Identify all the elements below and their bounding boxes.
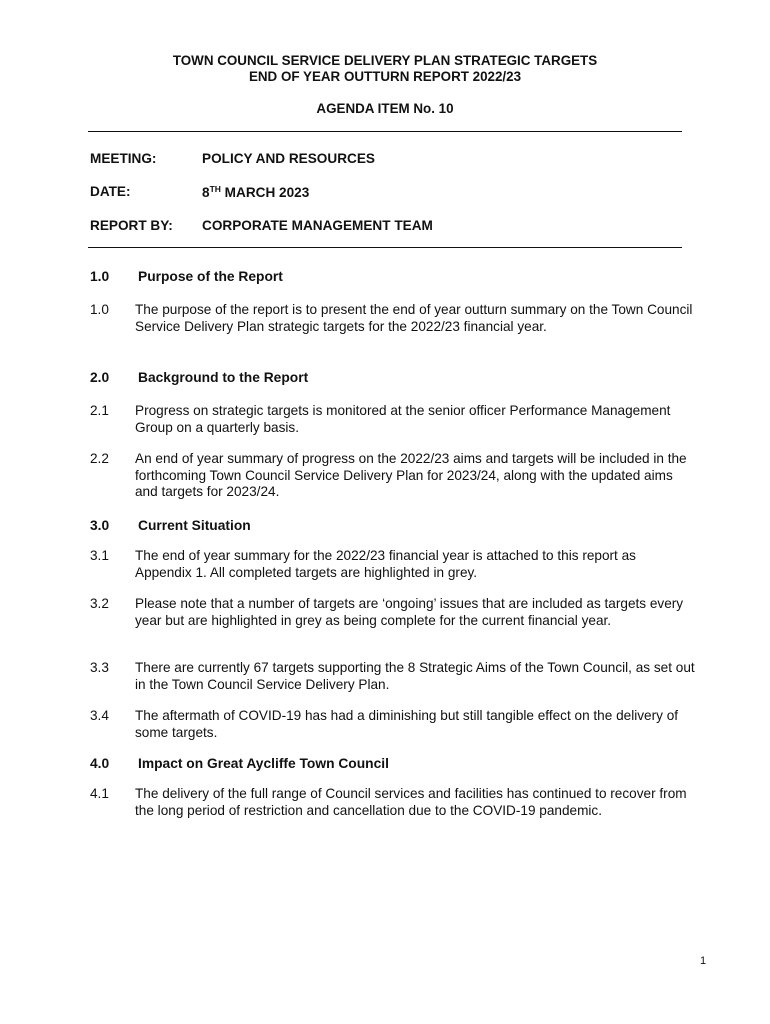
paragraph-3-3 <box>90 660 695 693</box>
paragraph-number: 3.3 <box>90 660 109 675</box>
section-number: 2.0 <box>90 370 110 385</box>
bottom-divider <box>88 247 682 248</box>
paragraph-text: Please note that a number of targets are ‘ongoing’ issues that are included as targets every year but are highlighted in grey as being complete for the current financial year. <box>135 596 684 628</box>
paragraph-2-1 <box>90 403 690 436</box>
agenda-item: AGENDA ITEM No. 10 <box>316 101 454 116</box>
paragraph-3-2 <box>90 596 690 629</box>
section-title: Purpose of the Report <box>138 269 283 284</box>
page-number: 1 <box>700 955 707 967</box>
paragraph-text: The aftermath of COVID-19 has had a diminishing but still tangible effect on the delivery of some targets. <box>135 708 679 740</box>
paragraph-number: 3.2 <box>90 596 109 611</box>
report-title-line-2: END OF YEAR OUTTURN REPORT 2022/23 <box>248 69 522 84</box>
paragraph-3-4 <box>90 708 690 741</box>
date-ordinal: TH <box>209 184 221 194</box>
paragraph-number: 2.1 <box>90 403 109 418</box>
report-title-line-1: TOWN COUNCIL SERVICE DELIVERY PLAN STRATEGIC TARGETS <box>172 53 598 68</box>
meeting-label: MEETING: <box>90 151 157 166</box>
paragraph-text: The end of year summary for the 2022/23 financial year is attached to this report as Appendix 1. All completed targets are highlighted in grey. <box>135 548 636 580</box>
date-label: DATE: <box>90 184 131 199</box>
top-divider <box>88 131 682 132</box>
paragraph-number: 3.1 <box>90 548 109 563</box>
report-by-value: CORPORATE MANAGEMENT TEAM <box>202 218 433 233</box>
date-day: 8 <box>202 185 210 200</box>
section-title: Current Situation <box>138 518 251 533</box>
date-value <box>202 184 309 200</box>
section-number: 1.0 <box>90 269 110 284</box>
section-number: 3.0 <box>90 518 110 533</box>
paragraph-4-1 <box>90 786 690 819</box>
paragraph-number: 1.0 <box>90 302 109 317</box>
paragraph-text: The purpose of the report is to present the end of year outturn summary on the Town Council Service Delivery Plan strategic targets for the 2022/23 financial year. <box>135 302 693 334</box>
paragraph-text: The delivery of the full range of Council services and facilities has continued to recover from the long period of restriction and cancellation due to the COVID-19 pandemic. <box>135 786 687 818</box>
paragraph-number: 2.2 <box>90 451 109 466</box>
meeting-value: POLICY AND RESOURCES <box>202 151 375 166</box>
paragraph-1-0 <box>90 302 693 335</box>
paragraph-2-2 <box>90 451 690 501</box>
paragraph-number: 4.1 <box>90 786 109 801</box>
section-title: Impact on Great Aycliffe Town Council <box>138 756 389 771</box>
date-month-year: MARCH 2023 <box>220 185 310 200</box>
paragraph-number: 3.4 <box>90 708 109 723</box>
paragraph-text: There are currently 67 targets supporting the 8 Strategic Aims of the Town Council, as set out in the Town Council Service Delivery Plan. <box>135 660 695 692</box>
section-number: 4.0 <box>90 756 110 771</box>
section-title: Background to the Report <box>138 370 309 385</box>
paragraph-text: An end of year summary of progress on the 2022/23 aims and targets will be included in the forthcoming Town Council Service Delivery Plan for 2023/24, along with the updated aims and targets for 2023/24. <box>135 451 687 500</box>
paragraph-text: Progress on strategic targets is monitored at the senior officer Performance Management Group on a quarterly basis. <box>135 403 671 435</box>
paragraph-3-1 <box>90 548 690 581</box>
report-by-label: REPORT BY: <box>90 218 173 233</box>
